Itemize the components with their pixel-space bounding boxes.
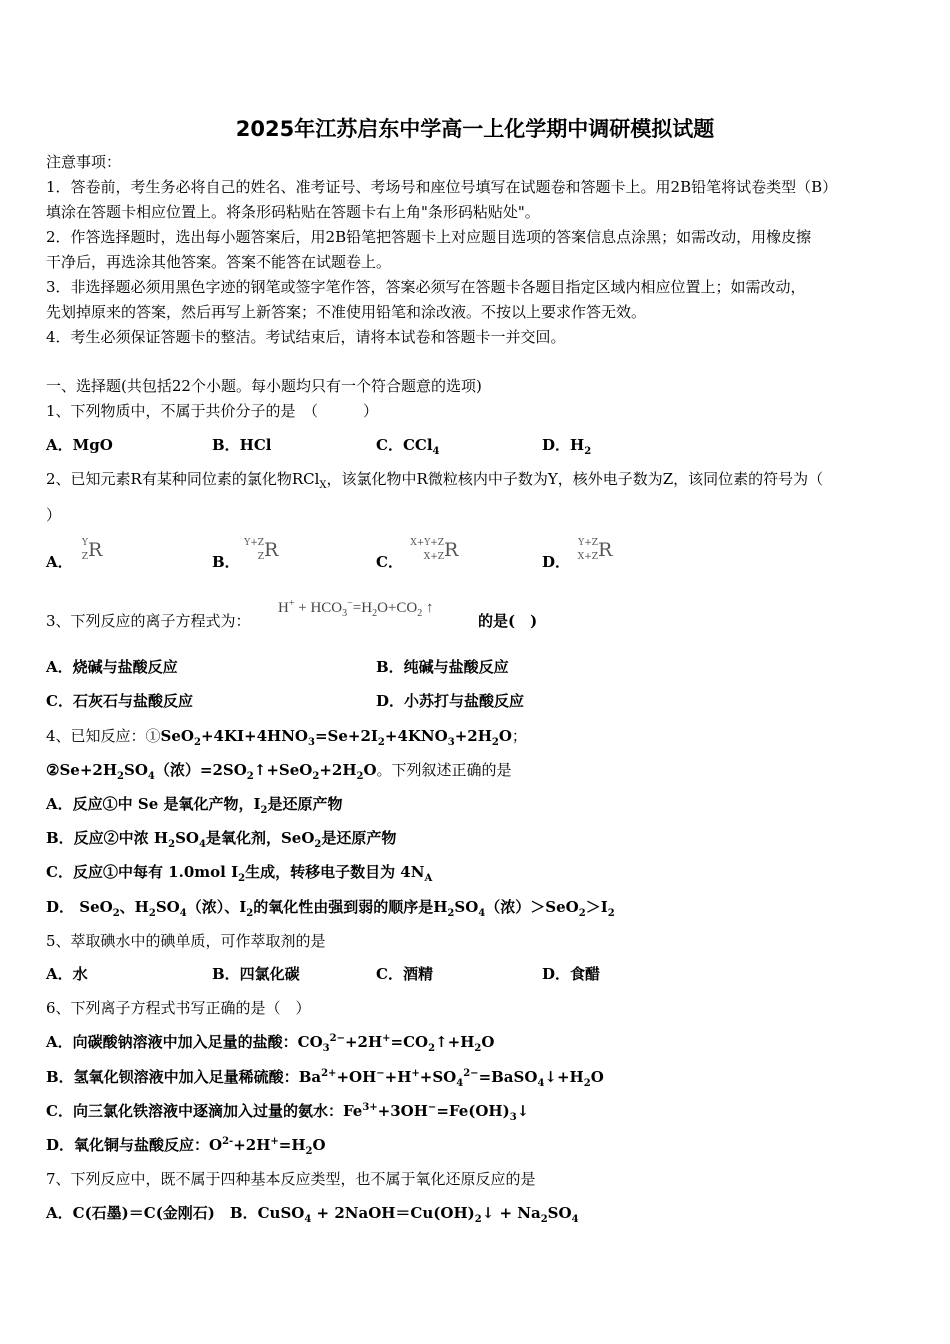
q2-option-c-symbol: X+Y+Z X+Z R <box>410 538 459 562</box>
q6-option-b: B．氢氧化钡溶液中加入足量稀硫酸：$Ba^{2+}+OH^-+H^++SO_4^{2-}=BaSO_4↓+H_2O$ <box>46 1068 604 1089</box>
q5-option-d: D．食醋 <box>542 965 601 983</box>
q1-option-a: A．MgO <box>46 436 113 454</box>
q4-option-c: C．反应①中每有 1.0mol $I_2$生成，转移电子数目为 $4N_A$ <box>46 863 433 884</box>
notice-line: 填涂在答题卡相应位置上。将条形码粘贴在答题卡右上角"条形码粘贴处"。 <box>46 203 540 221</box>
q1-option-c: C．CCl$_4$ <box>376 436 440 457</box>
q3-ion-equation: $H^+ + HCO_3^-=H_2O+CO_2$ ↑ <box>278 598 434 619</box>
q2-option-a-symbol: Y Z R <box>81 538 103 562</box>
q1-option-d: D．$H_2$ <box>542 436 592 457</box>
page-title: 2025年江苏启东中学高一上化学期中调研模拟试题 <box>235 117 715 141</box>
question-3-stem: 3、下列反应的离子方程式为： <box>46 612 251 630</box>
q2-option-d: D． <box>542 553 571 571</box>
question-6-stem: 6、下列离子方程式书写正确的是（ ） <box>46 999 311 1017</box>
q3-option-c: C．石灰石与盐酸反应 <box>46 692 193 710</box>
q2-option-d-symbol: Y+Z X+Z R <box>577 538 613 562</box>
q5-option-c: C．酒精 <box>376 965 433 983</box>
q2-option-c: C． <box>376 553 403 571</box>
q3-option-b: B．纯碱与盐酸反应 <box>376 658 509 676</box>
notice-line: 1．答卷前，考生务必将自己的姓名、准考证号、考场号和座位号填写在试题卷和答题卡上。用2B铅笔将试卷类型（B） <box>46 178 838 196</box>
q5-option-a: A．水 <box>46 965 88 983</box>
section-heading: 一、选择题(共包括22个小题。每小题均只有一个符合题意的选项) <box>46 377 482 395</box>
notice-line: 先划掉原来的答案，然后再写上新答案；不准使用铅笔和涂改液。不按以上要求作答无效。 <box>46 303 647 321</box>
notice-line: 干净后，再选涂其他答案。答案不能答在试题卷上。 <box>46 253 392 271</box>
question-1-stem: 1、下列物质中，不属于共价分子的是 （ ） <box>46 402 379 420</box>
q2-option-a: A． <box>46 553 73 571</box>
q4-option-a: A．反应①中 Se 是氧化产物，$I_2$是还原产物 <box>46 795 343 816</box>
question-4-stem: 4、已知反应：$①SeO_2+4KI+4HNO_3=Se+2I_2+4KNO_3+2H_2O$； <box>46 727 527 748</box>
q6-option-a: A．向碳酸钠溶液中加入足量的盐酸：$CO_3^{2-}+2H^+=CO_2↑+H_2O$ <box>46 1033 495 1054</box>
q4-option-d: D． SeO$_2$、$H_2SO_4$（浓）、$I_2$的氧化性由强到弱的顺序是$H_2SO_4$（浓）$>SeO_2>I_2$ <box>46 898 615 919</box>
q6-option-c: C．向三氯化铁溶液中逐滴加入过量的氨水：$Fe^{3+}+3OH^-=Fe(OH)_3↓$ <box>46 1102 530 1123</box>
q3-stem-tail: 的是( ) <box>478 612 538 630</box>
notice-line: 3．非选择题必须用黑色字迹的钢笔或签字笔作答，答案必须写在答题卡各题目指定区域内相应位置上；如需改动， <box>46 278 806 296</box>
q6-option-d: D．氧化铜与盐酸反应：$O^{2-}+2H^+=H_2O$ <box>46 1136 326 1157</box>
q3-option-d: D．小苏打与盐酸反应 <box>376 692 525 710</box>
q2-option-b: B． <box>212 553 240 571</box>
question-7-stem: 7、下列反应中，既不属于四种基本反应类型，也不属于氧化还原反应的是 <box>46 1170 536 1188</box>
question-5-stem: 5、萃取碘水中的碘单质，可作萃取剂的是 <box>46 932 326 950</box>
q2-option-b-symbol: Y+Z Z R <box>244 538 279 562</box>
q1-option-b: B．HCl <box>212 436 272 454</box>
q5-option-b: B．四氯化碳 <box>212 965 300 983</box>
notice-heading: 注意事项： <box>46 153 122 171</box>
q4-option-b: B．反应②中浓 $H_2SO_4$是氧化剂，SeO$_2$是还原产物 <box>46 829 397 850</box>
question-4-reaction-2: $②Se+2H_2SO_4$（浓）$=2SO_2↑+SeO_2+2H_2O$。下列叙述正确的是 <box>46 761 512 782</box>
question-2-stem-close: ） <box>46 506 62 524</box>
q3-option-a: A．烧碱与盐酸反应 <box>46 658 178 676</box>
question-2-stem: 2、已知元素R有某种同位素的氯化物RCl$_X$，该氯化物中R微粒核内中子数为Y，核外电子数为Z，该同位素的符号为（ <box>46 470 824 491</box>
notice-line: 2．作答选择题时，选出每小题答案后，用2B铅笔把答题卡上对应题目选项的答案信息点涂黑；如需改动，用橡皮擦 <box>46 228 812 246</box>
q7-options: A．C(石墨)＝C(金刚石) B．CuSO$_4$ + $2NaOH=Cu(OH)_2↓ + Na_2SO_4$ <box>46 1204 579 1225</box>
notice-line: 4．考生必须保证答题卡的整洁。考试结束后，请将本试卷和答题卡一并交回。 <box>46 328 566 346</box>
